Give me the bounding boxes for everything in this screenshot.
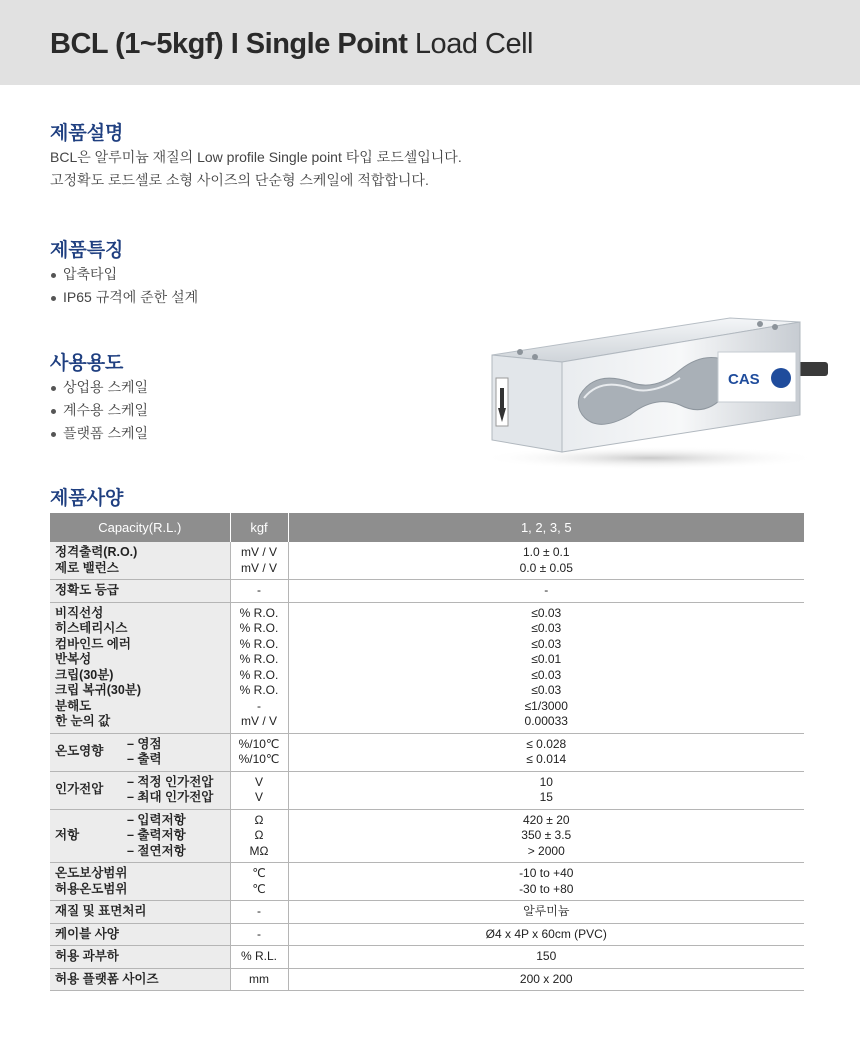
spec-label: 인가전압 — [55, 782, 104, 797]
spec-label: 케이블 사양 — [55, 926, 119, 941]
product-image — [480, 300, 830, 475]
spec-value-cell — [288, 771, 804, 809]
screw-hole — [757, 321, 763, 327]
usage-list — [50, 376, 148, 445]
spec-unit: Ω — [254, 812, 264, 827]
spec-header-unit: kgf — [230, 513, 288, 542]
spec-value-cell — [288, 580, 804, 603]
spec-unit: V — [254, 790, 263, 804]
spec-value: 1.0 ± 0.1 — [522, 545, 570, 559]
screw-hole — [517, 349, 523, 355]
spec-unit: % R.O. — [239, 683, 279, 697]
spec-row — [50, 923, 804, 946]
spec-label: 비직선성 — [55, 605, 104, 620]
spec-value: ≤0.01 — [531, 652, 562, 666]
spec-label-cell — [50, 923, 230, 946]
page-header — [0, 0, 860, 85]
spec-label: 허용 플랫폼 사이즈 — [55, 971, 159, 986]
usage-item: 플랫폼 스케일 — [50, 422, 148, 445]
shadow — [480, 446, 820, 470]
spec-value: 0.0 ± 0.05 — [519, 560, 573, 575]
spec-label: 반복성 — [55, 652, 92, 666]
spec-label-cell — [50, 863, 230, 901]
spec-unit: % R.O. — [239, 605, 279, 620]
spec-value: ≤0.03 — [531, 636, 562, 651]
spec-value: 200 x 200 — [519, 971, 573, 986]
spec-sub: – 영점 — [127, 736, 162, 751]
spec-unit-cell — [230, 968, 288, 991]
spec-unit: ℃ — [252, 866, 266, 880]
spec-value-cell — [288, 602, 804, 733]
spec-label-cell — [50, 946, 230, 969]
spec-value: ≤0.03 — [531, 605, 562, 620]
spec-label-cell — [50, 580, 230, 603]
spec-row — [50, 968, 804, 991]
title-bold: BCL (1~5kgf) I Single Point — [50, 28, 408, 60]
spec-value: 15 — [539, 790, 553, 804]
spec-label: 허용온도범위 — [55, 881, 128, 896]
spec-unit: %/10℃ — [238, 736, 280, 751]
feature-item: 압축타입 — [50, 263, 198, 286]
spec-unit: MΩ — [249, 843, 269, 858]
features-title: 제품특징 — [50, 240, 124, 261]
spec-row — [50, 580, 804, 603]
spec-unit-cell — [230, 771, 288, 809]
spec-value: 420 ± 20 — [522, 812, 570, 827]
spec-label: 컴바인드 에러 — [55, 636, 131, 651]
spec-value: 350 ± 3.5 — [521, 828, 572, 842]
spec-sub: – 최대 인가전압 — [127, 790, 214, 804]
spec-value: -30 to +80 — [519, 881, 574, 896]
spec-header-label: Capacity(R.L.) — [50, 513, 230, 542]
spec-label-cell — [50, 602, 230, 733]
spec-label: 정격출력(R.O.) — [55, 545, 138, 559]
spec-unit-cell — [230, 809, 288, 863]
description-line: 고정확도 로드셀로 소형 사이즈의 단순형 스케일에 적합합니다. — [50, 172, 429, 188]
spec-label-cell — [50, 733, 127, 771]
spec-value-cell — [288, 946, 804, 969]
arrow-shaft — [500, 388, 504, 410]
spec-unit: - — [257, 583, 261, 597]
spec-label-cell — [50, 542, 230, 580]
spec-unit: Ω — [254, 828, 264, 842]
spec-value-cell — [288, 542, 804, 580]
spec-table — [50, 513, 804, 991]
spec-label-cell — [50, 901, 230, 924]
spec-value: 10 — [539, 774, 553, 789]
spec-unit: % R.O. — [239, 636, 279, 651]
spec-unit: - — [257, 926, 261, 941]
spec-value: ≤ 0.028 — [526, 736, 567, 751]
spec-unit: mm — [249, 971, 269, 986]
spec-unit: mV / V — [240, 560, 277, 575]
description-line: BCL은 알루미늄 재질의 Low profile Single point 타입 로드셀입니다. — [50, 149, 462, 165]
spec-row — [50, 901, 804, 924]
spec-value: ≤0.03 — [531, 621, 562, 635]
spec-value-cell — [288, 901, 804, 924]
spec-value: ≤ 0.014 — [526, 752, 567, 766]
spec-value-cell — [288, 809, 804, 863]
spec-unit: %/10℃ — [238, 752, 280, 766]
screw-hole — [772, 324, 778, 330]
spec-unit: mV / V — [240, 545, 277, 559]
spec-unit-cell — [230, 733, 288, 771]
spec-label: 허용 과부하 — [55, 949, 119, 963]
logo-emblem-icon — [771, 368, 791, 388]
spec-sub-cell — [127, 809, 230, 863]
features-list — [50, 263, 198, 309]
spec-sub-cell — [127, 733, 230, 771]
product-logo-text: CAS — [728, 371, 760, 388]
spec-sub-cell — [127, 771, 230, 809]
usage-title: 사용용도 — [50, 353, 124, 374]
spec-unit: V — [254, 774, 263, 789]
spec-unit-cell — [230, 542, 288, 580]
title-light: Load Cell — [407, 28, 533, 60]
spec-sub: – 출력 — [127, 752, 162, 766]
spec-label: 크립 복귀(30분) — [55, 683, 142, 697]
spec-unit: % R.L. — [240, 949, 277, 963]
spec-label: 저항 — [55, 828, 80, 842]
spec-label: 재질 및 표면처리 — [55, 904, 147, 918]
spec-value: 150 — [536, 949, 557, 963]
spec-unit-cell — [230, 580, 288, 603]
spec-unit: - — [257, 904, 261, 918]
spec-label: 온도영향 — [55, 744, 104, 759]
spec-value-cell — [288, 923, 804, 946]
spec-label: 크립(30분) — [55, 667, 114, 682]
spec-unit: % R.O. — [239, 652, 279, 666]
spec-unit-cell — [230, 923, 288, 946]
spec-label-cell — [50, 771, 127, 809]
spec-value: - — [544, 583, 549, 597]
page-title — [50, 28, 533, 61]
spec-value-cell — [288, 863, 804, 901]
spec-row — [50, 733, 804, 771]
spec-sub: – 절연저항 — [127, 843, 186, 858]
spec-value: ≤0.03 — [531, 667, 562, 682]
spec-row — [50, 771, 804, 809]
spec-value: ≤1/3000 — [524, 698, 568, 713]
spec-value: Ø4 x 4P x 60cm (PVC) — [485, 926, 607, 941]
spec-unit: ℃ — [252, 881, 266, 896]
spec-unit: % R.O. — [239, 621, 279, 635]
spec-unit: - — [257, 698, 261, 713]
usage-item: 계수용 스케일 — [50, 399, 148, 422]
spec-value: -10 to +40 — [519, 866, 574, 880]
usage-item: 상업용 스케일 — [50, 376, 148, 399]
spec-value: ≤0.03 — [531, 683, 562, 697]
spec-label: 분해도 — [55, 698, 92, 713]
load-cell-illustration — [480, 300, 830, 475]
spec-body — [50, 542, 804, 991]
spec-label: 제로 밸런스 — [55, 560, 119, 575]
description-text — [50, 146, 462, 192]
spec-label: 정확도 등급 — [55, 583, 119, 597]
spec-header-row — [50, 513, 804, 542]
spec-label-cell — [50, 809, 127, 863]
spec-unit-cell — [230, 863, 288, 901]
spec-sub: – 입력저항 — [127, 812, 186, 827]
spec-unit: % R.O. — [239, 667, 279, 682]
spec-header-value: 1, 2, 3, 5 — [288, 513, 804, 542]
spec-label: 히스테리시스 — [55, 621, 128, 635]
spec-value-cell — [288, 733, 804, 771]
spec-value: 알루미늄 — [523, 904, 570, 918]
spec-label: 온도보상범위 — [55, 866, 128, 880]
screw-hole — [532, 354, 538, 360]
spec-label: 한 눈의 값 — [55, 714, 111, 728]
feature-item: IP65 규격에 준한 설계 — [50, 286, 198, 309]
spec-row — [50, 542, 804, 580]
spec-row — [50, 863, 804, 901]
specs-title: 제품사양 — [50, 488, 124, 509]
spec-unit-cell — [230, 901, 288, 924]
spec-value: > 2000 — [527, 843, 565, 858]
spec-sub: – 출력저항 — [127, 828, 186, 842]
spec-row — [50, 946, 804, 969]
spec-row — [50, 602, 804, 733]
spec-unit-cell — [230, 946, 288, 969]
spec-label-cell — [50, 968, 230, 991]
spec-unit-cell — [230, 602, 288, 733]
spec-value-cell — [288, 968, 804, 991]
spec-row — [50, 809, 804, 863]
description-title: 제품설명 — [50, 123, 124, 144]
spec-value: 0.00033 — [524, 714, 568, 728]
spec-sub: – 적정 인가전압 — [127, 774, 214, 789]
spec-unit: mV / V — [240, 714, 277, 728]
